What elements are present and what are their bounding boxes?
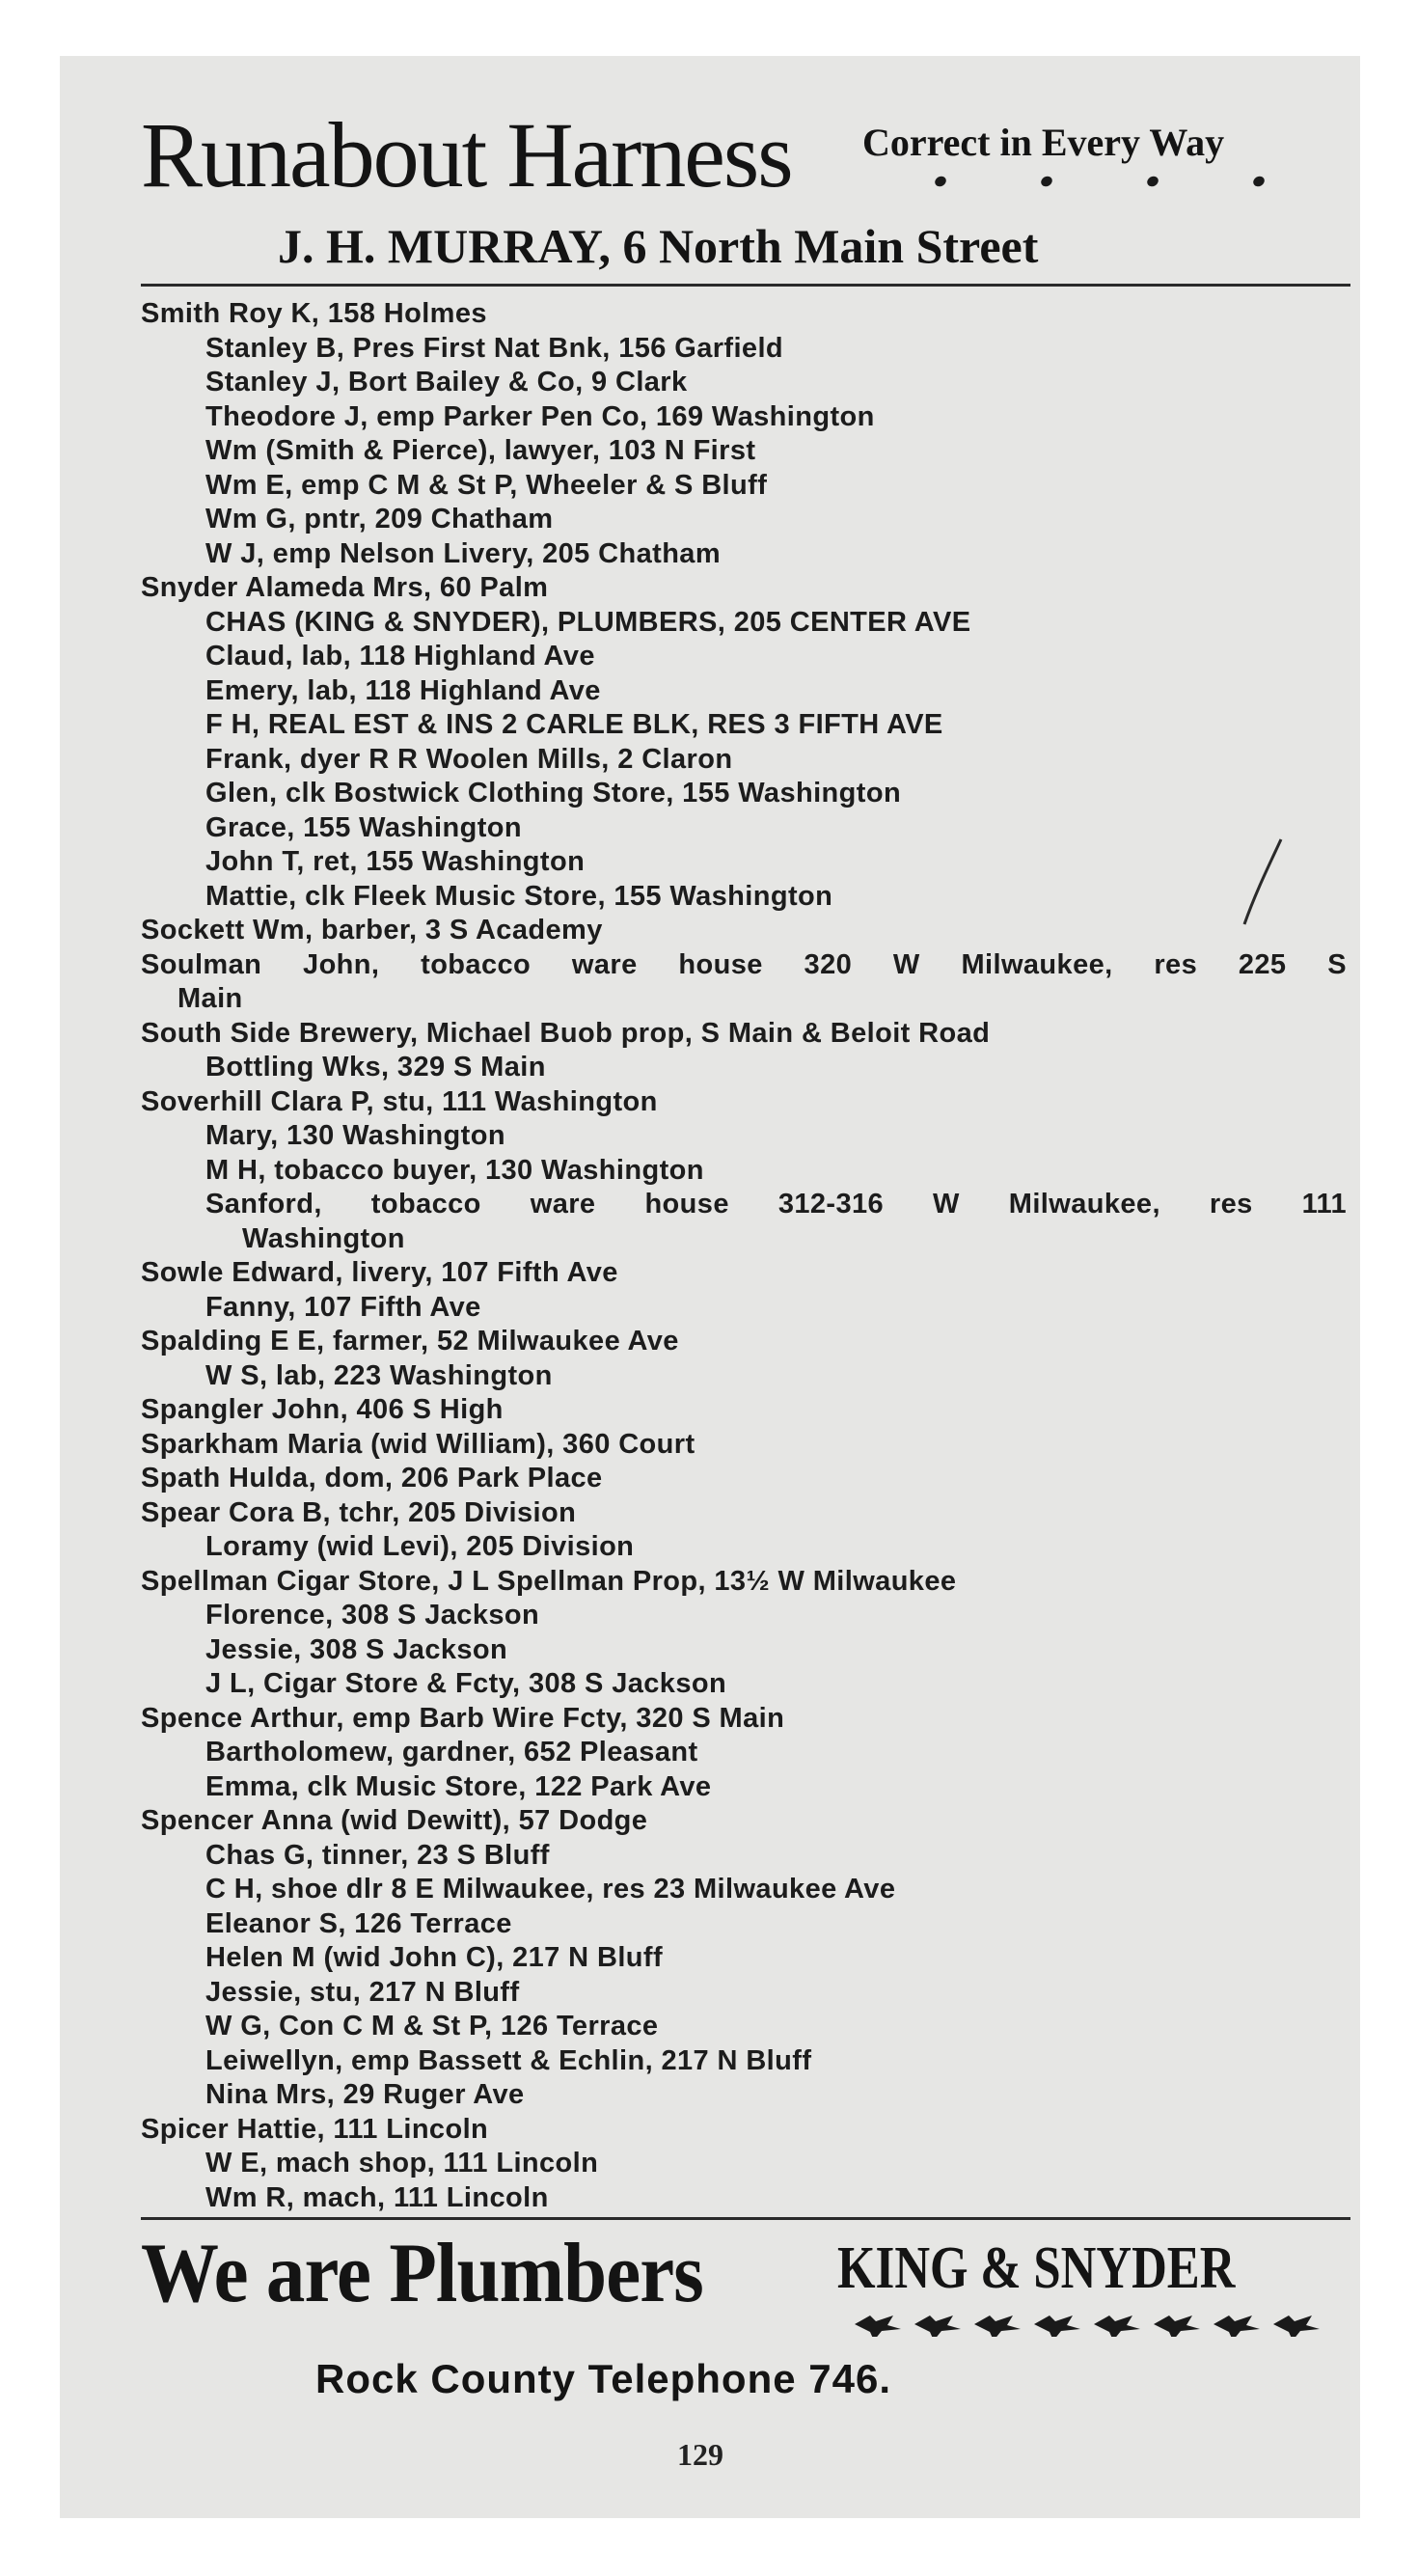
advert-address: J. H. MURRAY, 6 North Main Street [278,219,1039,273]
directory-entry [141,640,1347,674]
entry-text: Snyder Alameda Mrs, 60 Palm [141,572,549,603]
entry-text: Claud, lab, 118 Highland Ave [205,641,595,671]
ornament-leaf [1213,2316,1260,2337]
entry-text: W S, lab, 223 Washington [205,1359,553,1391]
advert-tagline: Correct in Every Way [862,121,1225,164]
directory-entry [141,1256,1347,1291]
entry-text: M H, tobacco buyer, 130 Washington [205,1154,704,1186]
entry-text: Grace, 155 Washington [205,811,523,843]
ornament-leaf [914,2316,961,2337]
directory-entry [141,914,1347,948]
advert-title: Runabout Harness [141,103,792,206]
directory-entry [141,1393,1347,1428]
directory-entry [141,2147,1347,2181]
directory-entry [141,2113,1347,2148]
entry-text: CHAS (KING & SNYDER), PLUMBERS, 205 CENTER AVE [205,606,971,638]
directory-entry [141,2181,1347,2216]
directory-entry [141,1565,1347,1600]
entry-text: Sanford, tobacco ware house 312-316 W Milwaukee, res 111 [205,1189,1347,1219]
directory-entry [141,537,1347,572]
directory-entry [141,811,1347,846]
entry-text: Jessie, 308 S Jackson [205,1633,508,1665]
directory-entry [141,1667,1347,1702]
entry-text: Emma, clk Music Store, 122 Park Ave [205,1770,712,1802]
entry-text: Theodore J, emp Parker Pen Co, 169 Washington [205,400,875,432]
entry-text: John T, ret, 155 Washington [205,846,586,877]
directory-entry [141,674,1347,709]
entry-text: W E, mach shop, 111 Lincoln [205,2148,599,2179]
ornament-leaf [855,2316,901,2337]
directory-entry [141,1359,1347,1394]
entry-text: Stanley J, Bort Bailey & Co, 9 Clark [205,367,688,397]
entry-text: Florence, 308 S Jackson [205,1600,540,1631]
directory-entry [141,1496,1347,1531]
directory-entry [141,503,1347,537]
entry-text: Bartholomew, gardner, 652 Pleasant [205,1737,698,1768]
directory-entry [141,366,1347,400]
directory-entry [141,400,1347,435]
header-divider [141,284,1350,287]
directory-page [60,56,1360,2518]
directory-entry [141,948,1347,1017]
entry-text: Spath Hulda, dom, 206 Park Place [141,1463,603,1494]
directory-entry [141,571,1347,606]
directory-entry [141,1154,1347,1189]
directory-entry [141,2078,1347,2113]
entry-text: Frank, dyer R R Woolen Mills, 2 Claron [205,743,733,775]
entry-text: Leiwellyn, emp Bassett & Echlin, 217 N Bluff [205,2044,812,2076]
footer-divider [141,2217,1350,2220]
entry-text: J L, Cigar Store & Fcty, 308 S Jackson [205,1668,727,1699]
entry-text: Chas G, tinner, 23 S Bluff [205,1839,550,1871]
directory-entry [141,777,1347,811]
directory-entry [141,1702,1347,1737]
entry-text: Helen M (wid John C), 217 N Bluff [205,1942,663,1973]
directory-entry [141,1633,1347,1668]
directory-entry [141,1839,1347,1874]
entry-text: Loramy (wid Levi), 205 Division [205,1531,635,1562]
directory-entry [141,1119,1347,1154]
directory-entry [141,606,1347,641]
directory-entry [141,1188,1347,1256]
directory-entry [141,434,1347,469]
entry-text: Stanley B, Pres First Nat Bnk, 156 Garfield [205,332,784,364]
entry-continuation: Washington [242,1222,405,1254]
directory-entry [141,1017,1347,1052]
entry-text: Sowle Edward, livery, 107 Fifth Ave [141,1257,618,1288]
entry-text: Spangler John, 406 S High [141,1394,504,1425]
directory-entry [141,1907,1347,1942]
entry-text: Wm E, emp C M & St P, Wheeler & S Bluff [205,469,768,501]
directory-entry [141,469,1347,504]
directory-entries [141,297,1347,2215]
directory-entry [141,1428,1347,1463]
entry-text: Spellman Cigar Store, J L Spellman Prop, 13½ W Milwaukee [141,1565,957,1597]
advert-phone: Rock County Telephone 746. [315,2356,891,2401]
entry-text: W J, emp Nelson Livery, 205 Chatham [205,537,722,569]
entry-text: F H, REAL EST & INS 2 CARLE BLK, RES 3 FIFTH AVE [205,709,943,740]
entry-continuation: Main [177,983,243,1014]
directory-entry [141,1804,1347,1839]
directory-entry [141,1325,1347,1359]
directory-entry [141,2044,1347,2079]
entry-text: Fanny, 107 Fifth Ave [205,1291,481,1323]
directory-entry [141,1941,1347,1976]
pencil-mark-icon [1239,836,1287,928]
ornament-leaf [1034,2316,1080,2337]
entry-text: Nina Mrs, 29 Ruger Ave [205,2079,525,2110]
entry-text: Sparkham Maria (wid William), 360 Court [141,1428,695,1460]
ornament-leaf [974,2316,1021,2337]
entry-text: Spear Cora B, tchr, 205 Division [141,1496,577,1528]
directory-entry [141,1291,1347,1326]
directory-entry [141,743,1347,778]
ornament-leaf [1154,2316,1200,2337]
directory-entry [141,1530,1347,1565]
page-number: 129 [677,2437,723,2472]
entry-text: Wm (Smith & Pierce), lawyer, 103 N First [205,435,756,466]
directory-entry [141,332,1347,367]
entry-text: Mattie, clk Fleek Music Store, 155 Washington [205,880,833,912]
entry-text: Sockett Wm, barber, 3 S Academy [141,915,603,945]
entry-text: Spence Arthur, emp Barb Wire Fcty, 320 S Main [141,1702,785,1734]
entry-text: Mary, 130 Washington [205,1120,505,1151]
advert-company: KING & SNYDER [837,2235,1236,2301]
entry-text: Eleanor S, 126 Terrace [205,1907,512,1939]
entry-text: Soulman John, tobacco ware house 320 W Milwaukee, res 225 S [141,948,1347,980]
ornament-leaf [1273,2316,1320,2337]
directory-entry [141,1770,1347,1805]
entry-text: Soverhill Clara P, stu, 111 Washington [141,1085,658,1117]
directory-entry [141,845,1347,880]
entry-text: Spicer Hattie, 111 Lincoln [141,2113,489,2145]
directory-entry [141,1736,1347,1770]
directory-entry [141,1873,1347,1907]
ornament-dots-icon [921,170,1288,193]
directory-entry [141,2010,1347,2044]
entry-text: Emery, lab, 118 Highland Ave [205,674,601,706]
entry-text: Wm G, pntr, 209 Chatham [205,504,554,534]
directory-entry [141,880,1347,915]
entry-text: Jessie, stu, 217 N Bluff [205,1976,520,2008]
ornament-leaf [1094,2316,1140,2337]
entry-text: C H, shoe dlr 8 E Milwaukee, res 23 Milwaukee Ave [205,1874,896,1905]
directory-entry [141,1599,1347,1633]
directory-entry [141,297,1347,332]
advert-slogan: We are Plumbers [141,2227,703,2320]
ornament-border-icon [845,2312,1337,2337]
entry-text: South Side Brewery, Michael Buob prop, S Main & Beloit Road [141,1017,991,1049]
directory-entry [141,708,1347,743]
directory-entry [141,1976,1347,2011]
entry-text: W G, Con C M & St P, 126 Terrace [205,2011,659,2042]
entry-text: Wm R, mach, 111 Lincoln [205,2181,549,2213]
directory-entry [141,1085,1347,1120]
entry-text: Glen, clk Bostwick Clothing Store, 155 Washington [205,778,902,808]
entry-text: Bottling Wks, 329 S Main [205,1052,546,1082]
entry-text: Smith Roy K, 158 Holmes [141,298,487,329]
entry-text: Spalding E E, farmer, 52 Milwaukee Ave [141,1326,679,1357]
directory-entry [141,1051,1347,1085]
entry-text: Spencer Anna (wid Dewitt), 57 Dodge [141,1805,648,1836]
directory-entry [141,1462,1347,1496]
